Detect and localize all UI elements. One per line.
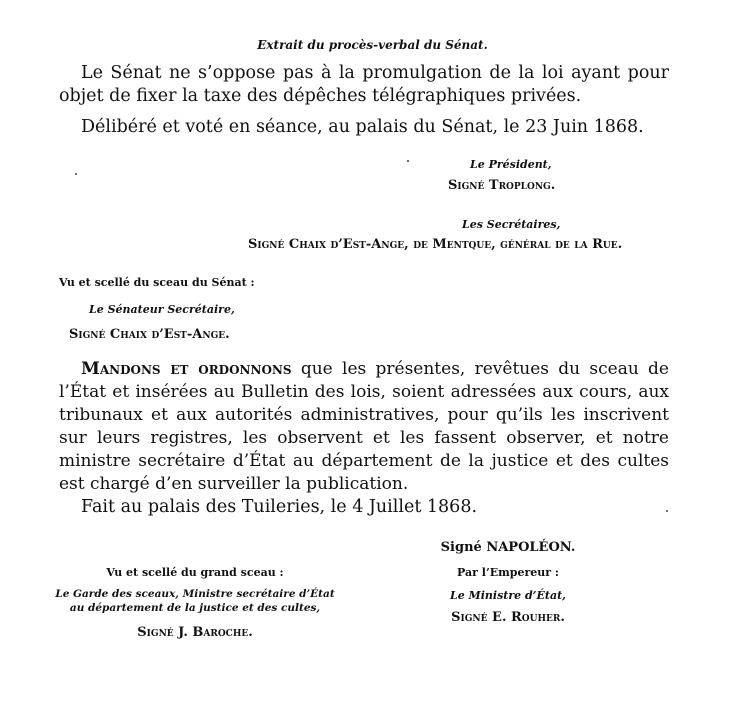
garde-role-line2: au département de la justice et des cultes, bbox=[69, 602, 321, 614]
delibere-paragraph: Délibéré et voté en séance, au palais du Sénat, le 23 Juin 1868. bbox=[81, 117, 644, 137]
garde-role-line1: Le Garde des sceaux, Ministre secrétaire d’État bbox=[55, 588, 335, 600]
speck-mark bbox=[407, 160, 409, 162]
par-empereur: Par l’Empereur : bbox=[457, 566, 559, 579]
senateur-role: Le Sénateur Secrétaire, bbox=[89, 303, 235, 316]
speck-mark bbox=[666, 510, 668, 512]
president-role: Le Président, bbox=[470, 158, 552, 171]
vu-grand-sceau: Vu et scellé du grand sceau : bbox=[106, 566, 284, 579]
napoleon-signature: Signé NAPOLÉON. bbox=[440, 540, 576, 555]
president-signature: Signé Troplong. bbox=[448, 178, 556, 193]
garde-signature: Signé J. Baroche. bbox=[137, 625, 253, 640]
garde-role bbox=[0, 587, 390, 615]
speck-mark bbox=[75, 173, 77, 175]
rouher-signature: Signé E. Rouher. bbox=[451, 610, 565, 625]
secretaires-signature: Signé Chaix d’Est-Ange, de Mentque, général de la Rue. bbox=[248, 237, 623, 252]
mandons-lead: Mandons et ordonnons bbox=[81, 359, 292, 379]
ministre-etat-role: Le Ministre d’État, bbox=[449, 589, 566, 602]
secretaires-role: Les Secrétaires, bbox=[462, 218, 561, 231]
mandons-paragraph bbox=[59, 358, 669, 496]
fait-line: Fait au palais des Tuileries, le 4 Juillet 1868. bbox=[81, 497, 478, 517]
extrait-heading: Extrait du procès-verbal du Sénat. bbox=[257, 38, 488, 52]
senateur-signature: Signé Chaix d’Est-Ange. bbox=[69, 327, 230, 342]
mandons-text: que les présentes, revêtues du sceau de l’État et insérées au Bulletin des lois, soient adressées aux cours, aux tribunaux et aux autorités administratives, pour qu’ils les inscrivent sur leurs registres, les observent et les fassent observer, et notre ministre secrétaire d’État au département de la justice et des cultes est chargé d’en surveiller la publication. bbox=[59, 359, 669, 494]
vu-senat: Vu et scellé du sceau du Sénat : bbox=[59, 276, 255, 289]
senat-paragraph: Le Sénat ne s’oppose pas à la promulgation de la loi ayant pour objet de fixer la taxe des dépêches télégraphiques privées. bbox=[59, 63, 669, 106]
